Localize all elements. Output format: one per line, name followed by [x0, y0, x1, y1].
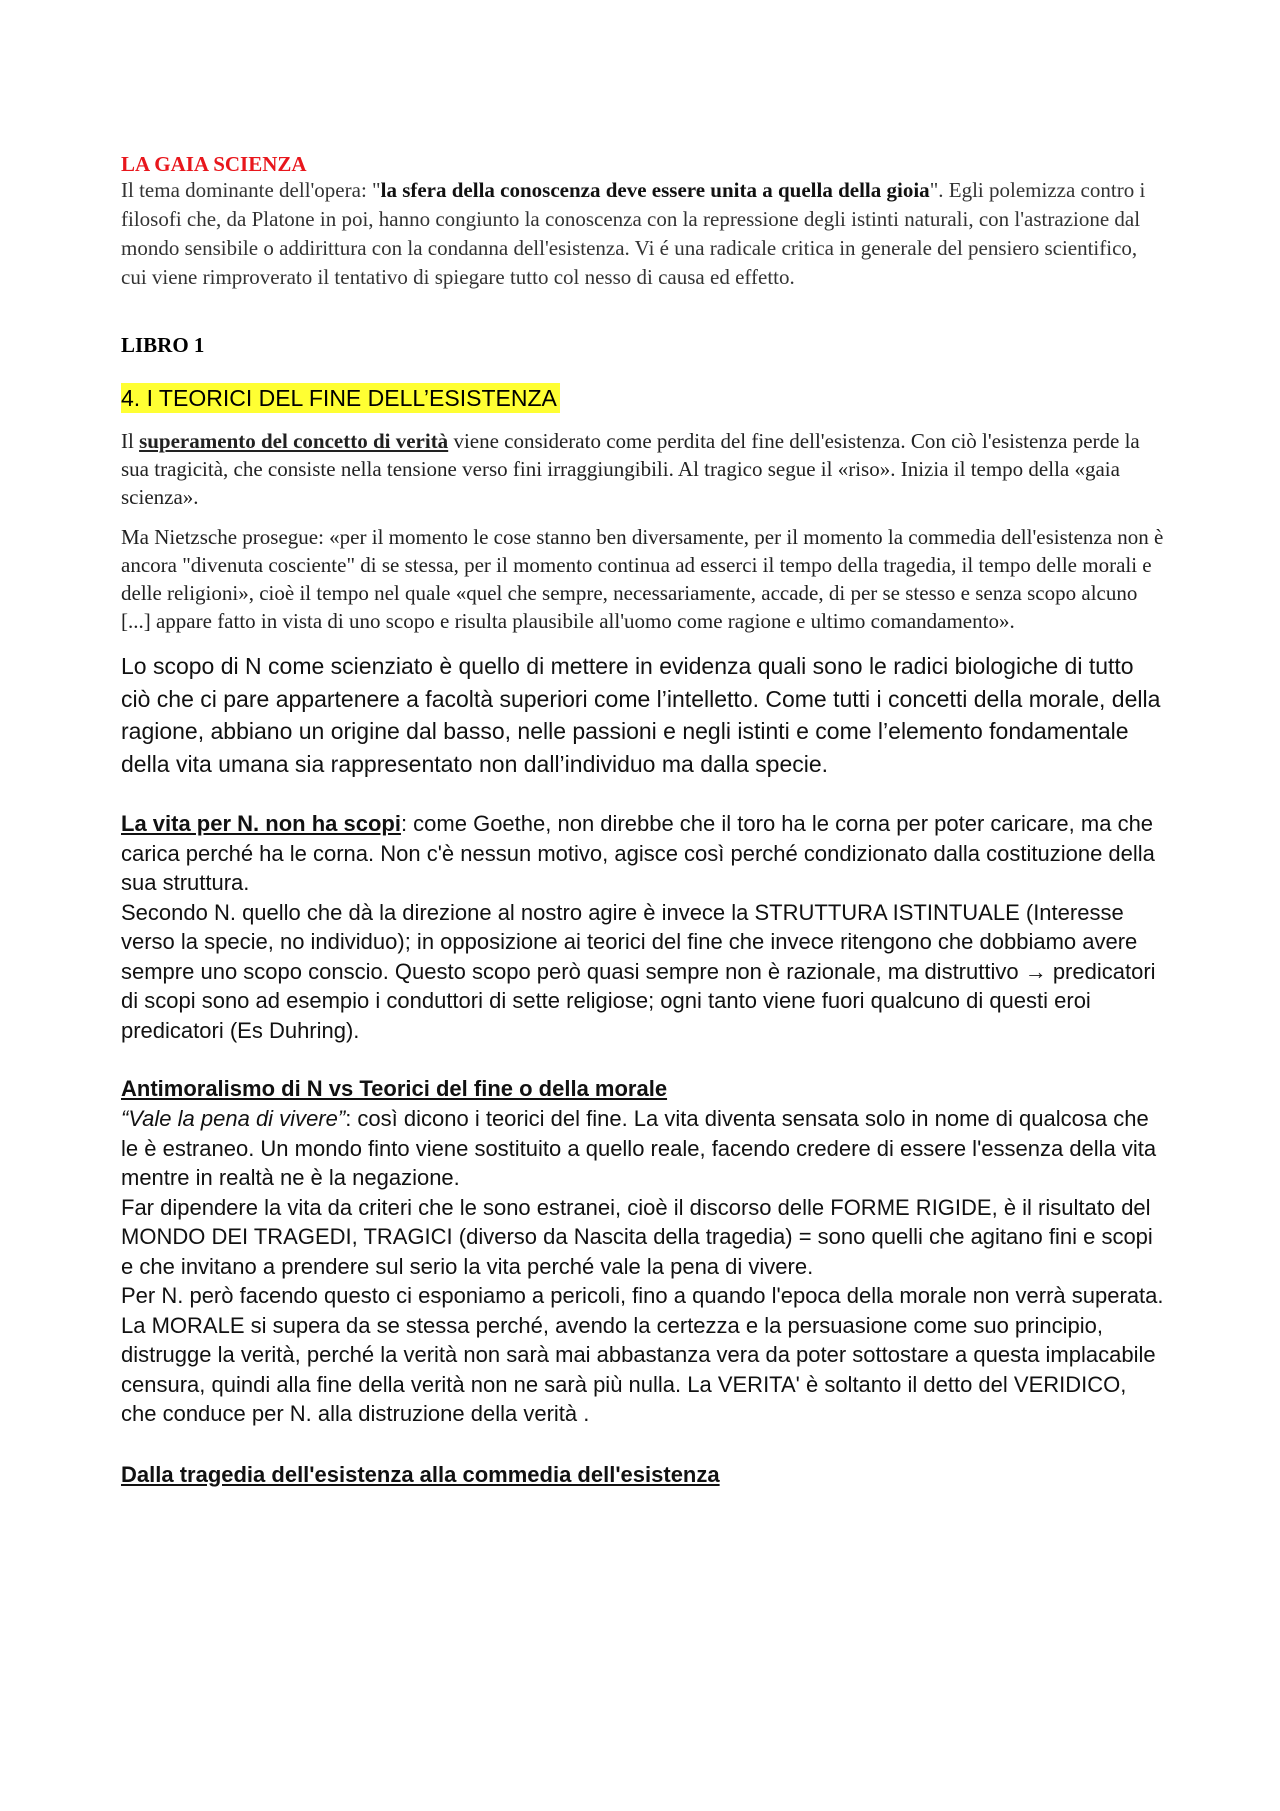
paragraph-struttura-istintuale: Secondo N. quello che dà la direzione al nostro agire è invece la STRUTTURA ISTINTUALE (Interesse verso la specie, no individuo); in opposizione ai teorici del fine che invece ritengono che dobbiamo avere sempre uno scopo conscio. Questo scopo però quasi sempre non è razionale, ma distruttivo → predicatori di scopi sono ad esempio i conduttori di sette religiose; ogni tanto viene fuori qualcuno di questi eroi predicatori (Es Duhring).: [121, 899, 1156, 1043]
document-page: [121, 152, 1166, 1490]
paragraph-morale: Per N. però facendo questo ci esponiamo a pericoli, fino a quando l'epoca della morale non verrà superata. La MORALE si supera da se stessa perché, avendo la certezza e la persuasione come suo principio, distrugge la verità, perché la verità non sarà mai abbastanza vera da poter sottostare a questa implacabile censura, quindi alla fine della verità non ne sarà più nulla. La VERITA' è soltanto il detto del VERIDICO, che conduce per N. alla distruzione della verità .: [121, 1283, 1164, 1426]
highlighted-section-heading: 4. I TEORICI DEL FINE DELL’ESISTENZA: [121, 383, 560, 413]
para4-rest: : come Goethe, non direbbe che il toro ha le corna per poter caricare, ma che carica perché ha le corna. Non c'è nessun motivo, agisce così perché condizionato dalla costituzione della sua struttura.: [121, 811, 1155, 895]
para1-rest: viene considerato come perdita del fine dell'esistenza. Con ciò l'esistenza perde la sua tragicità, che consiste nella tensione verso fini irraggiungibili. Al tragico segue il «riso». Inizia il tempo della «gaia scienza».: [121, 429, 1140, 509]
paragraph-scopo: Lo scopo di N come scienziato è quello di mettere in evidenza quali sono le radici biologiche di tutto ciò che ci pare appartenere a facoltà superiori come l’intelletto. Come tutti i concetti della morale, della ragione, abbiano un origine dal basso, nelle passioni e negli istinti e come l’elemento fondamentale della vita umana sia rappresentato non dall’individuo ma dalla specie.: [121, 653, 1161, 777]
paragraph-vale-la-pena: [121, 1104, 1166, 1193]
intro-paragraph: [121, 176, 1166, 292]
paragraph-nietzsche-quote: Ma Nietzsche prosegue: «per il momento le cose stanno ben diversamente, per il momento la commedia dell'esistenza non è ancora "divenuta cosciente" di se stessa, per il momento continua ad esserci il tempo della tragedia, il tempo delle morali e delle religioni», cioè il tempo nel quale «quel che sempre, necessariamente, accade, di per se stesso e senza scopo alcuno [...] appare fatto in vista di uno scopo e risulta plausibile all'uomo come ragione e ultimo comandamento».: [121, 525, 1164, 633]
section-heading-tragedia-commedia: Dalla tragedia dell'esistenza alla commedia dell'esistenza: [121, 1461, 720, 1487]
para6-italic: “Vale la pena di vivere”: [121, 1106, 346, 1131]
para6-rest: : così dicono i teorici del fine. La vita diventa sensata solo in nome di qualcosa che le è estraneo. Un mondo finto viene sostituito a quello reale, facendo credere di essere l'essenza della vita mentre in realtà ne è la negazione.: [121, 1106, 1157, 1190]
para4-bold: La vita per N. non ha scopi: [121, 811, 401, 836]
intro-bold: la sfera della conoscenza deve essere unita a quella della gioia: [380, 178, 930, 202]
para1-bold: superamento del concetto di verità: [139, 429, 449, 453]
section-heading-antimoralismo: Antimoralismo di N vs Teorici del fine o della morale: [121, 1076, 668, 1101]
paragraph-vita-scopi: [121, 809, 1166, 898]
para1-lead: Il: [121, 429, 140, 453]
libro-heading: LIBRO 1: [121, 333, 205, 357]
intro-rest: ". Egli polemizza contro i filosofi che, da Platone in poi, hanno congiunto la conoscenza con la repressione degli istinti naturali, con l'astrazione dal mondo sensibile o addirittura con la condanna dell'esistenza. Vi é una radicale critica in generale del pensiero scientifico, cui viene rimproverato il tentativo di spiegare tutto col nesso di causa ed effetto.: [121, 178, 1146, 289]
document-title: LA GAIA SCIENZA: [121, 152, 307, 176]
intro-lead: Il tema dominante dell'opera: ": [121, 178, 381, 202]
paragraph-forme-rigide: Far dipendere la vita da criteri che le sono estranei, cioè il discorso delle FORME RIGIDE, è il risultato del MONDO DEI TRAGEDI, TRAGICI (diverso da Nascita della tragedia) = sono quelli che agitano fini e scopi e che invitano a prendere sul serio la vita perché vale la pena di vivere.: [121, 1194, 1153, 1279]
paragraph-superamento: [121, 427, 1166, 511]
